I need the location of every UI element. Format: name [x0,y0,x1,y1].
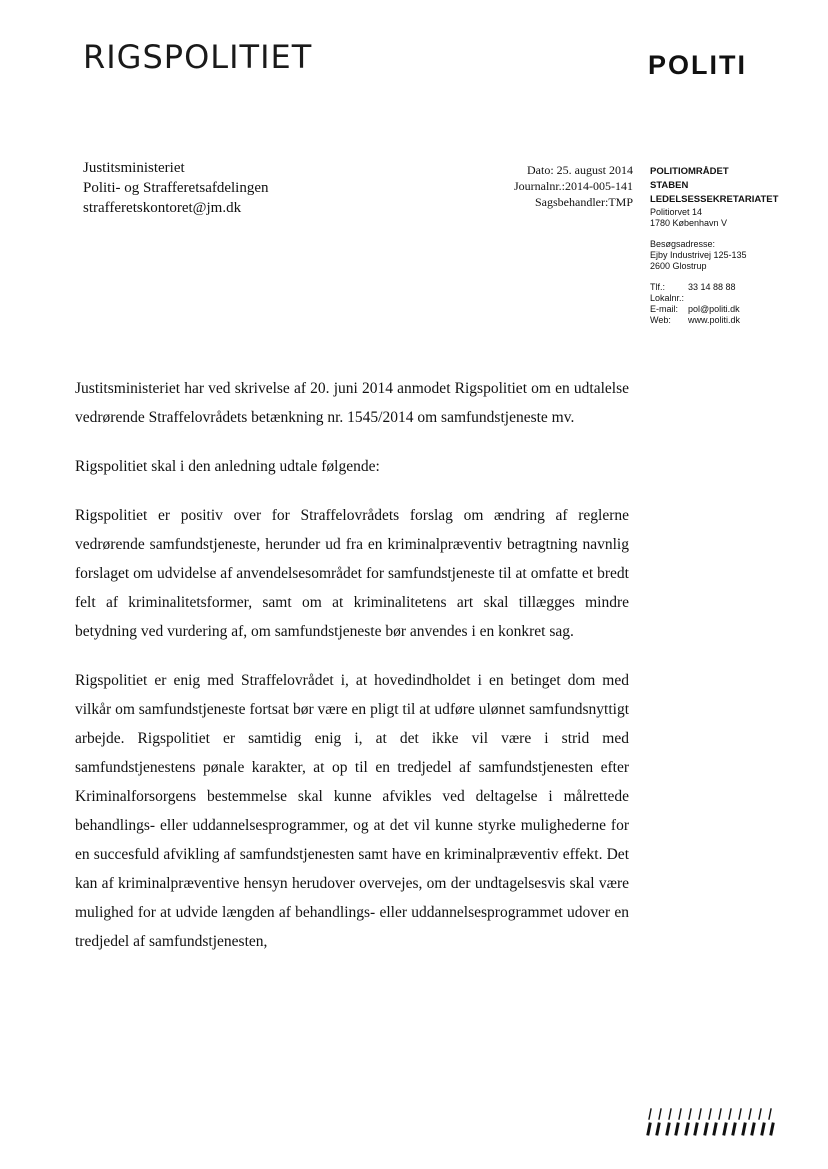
contact-value: pol@politi.dk [688,304,740,314]
visit-address-line: Ejby Industrivej 125-135 [650,250,747,260]
postal-address-line: 1780 København V [650,218,728,228]
recipient-address [83,158,413,218]
recipient-line: Justitsministeriet [83,160,185,176]
body-paragraph: Rigspolitiet er enig med Straffelovrådet i, at hovedindholdet i en betinget dom med vilkår om samfundstjeneste fortsat bør være en pligt til at udføre ulønnet samfundsnyttigt arbejde. Rigspolitiet er samtidig enig i, at det ikke vil være i strid med samfundstjenestens pønale karakter, at op til en tredjedel af samfundstjenesten efter Kriminalforsorgens bestemmelse skal kunne afvikles ved deltagelse i målrettede behandlings- eller uddannelsesprogrammer, og at det vil kunne styrke mulighederne for en succesfuld afvikling af samfundstjenesten samt have en kriminalpræventiv effekt. Det kan af kriminalpræventive hensyn herudover overvejes, om der undtagelsesvis skal være mulighed for at udvide længden af behandlings- eller uddannelsesprogrammet udover en tredjedel af samfundstjenesten, [75,672,629,950]
postal-address-line: Politiorvet 14 [650,207,703,217]
contact-row [650,293,820,304]
letter-date: Dato: 25. august 2014 [527,163,633,177]
district-name: POLITIOMRÅDET [650,166,729,177]
contact-row [650,315,820,326]
letter-body [75,374,629,956]
letter-meta [470,162,633,210]
contact-row [650,282,820,293]
contact-label: Lokalnr.: [650,293,685,303]
contact-row [650,304,820,315]
body-paragraph: Rigspolitiet er positiv over for Straffelovrådets forslag om ændring af reglerne vedrørende samfundstjeneste, herunder ud fra en kriminalpræventiv betragtning navnlig forslaget om udvidelse af anvendelsesområdet for samfundstjeneste til at omfatte et bredt felt af kriminalitetsformer, samt om at kriminalitetens art skal tillægges mindre betydning ved vurdering af, om samfundstjeneste bør anvendes i en konkret sag. [75,507,629,640]
organization-title: RIGSPOLITIET [83,38,313,76]
office-name: LEDELSESSEKRETARIATET [650,194,779,205]
recipient-line: Politi- og Strafferetsafdelingen [83,180,269,196]
contact-value: www.politi.dk [688,315,741,325]
body-paragraph: Justitsministeriet har ved skrivelse af 20. juni 2014 anmodet Rigspolitiet om en udtalelse vedrørende Straffelovrådets betænkning nr. 1545/2014 om samfundstjeneste mv. [75,380,629,426]
visit-address-label: Besøgsadresse: [650,239,716,249]
contact-label: Web: [650,315,671,325]
department-name: STABEN [650,180,689,191]
case-handler: Sagsbehandler:TMP [535,195,633,209]
contact-label: Tlf.: [650,282,665,292]
journal-number: Journalnr.:2014-005-141 [514,179,633,193]
barcode-icon [645,1106,780,1136]
contact-value: 33 14 88 88 [688,282,736,292]
body-paragraph: Rigspolitiet skal i den anledning udtale følgende: [75,458,380,475]
contact-label: E-mail: [650,304,679,314]
recipient-email: strafferetskontoret@jm.dk [83,200,242,216]
visit-address-line: 2600 Glostrup [650,261,707,271]
politi-logo: POLITI [648,50,747,80]
sender-block [650,165,820,326]
